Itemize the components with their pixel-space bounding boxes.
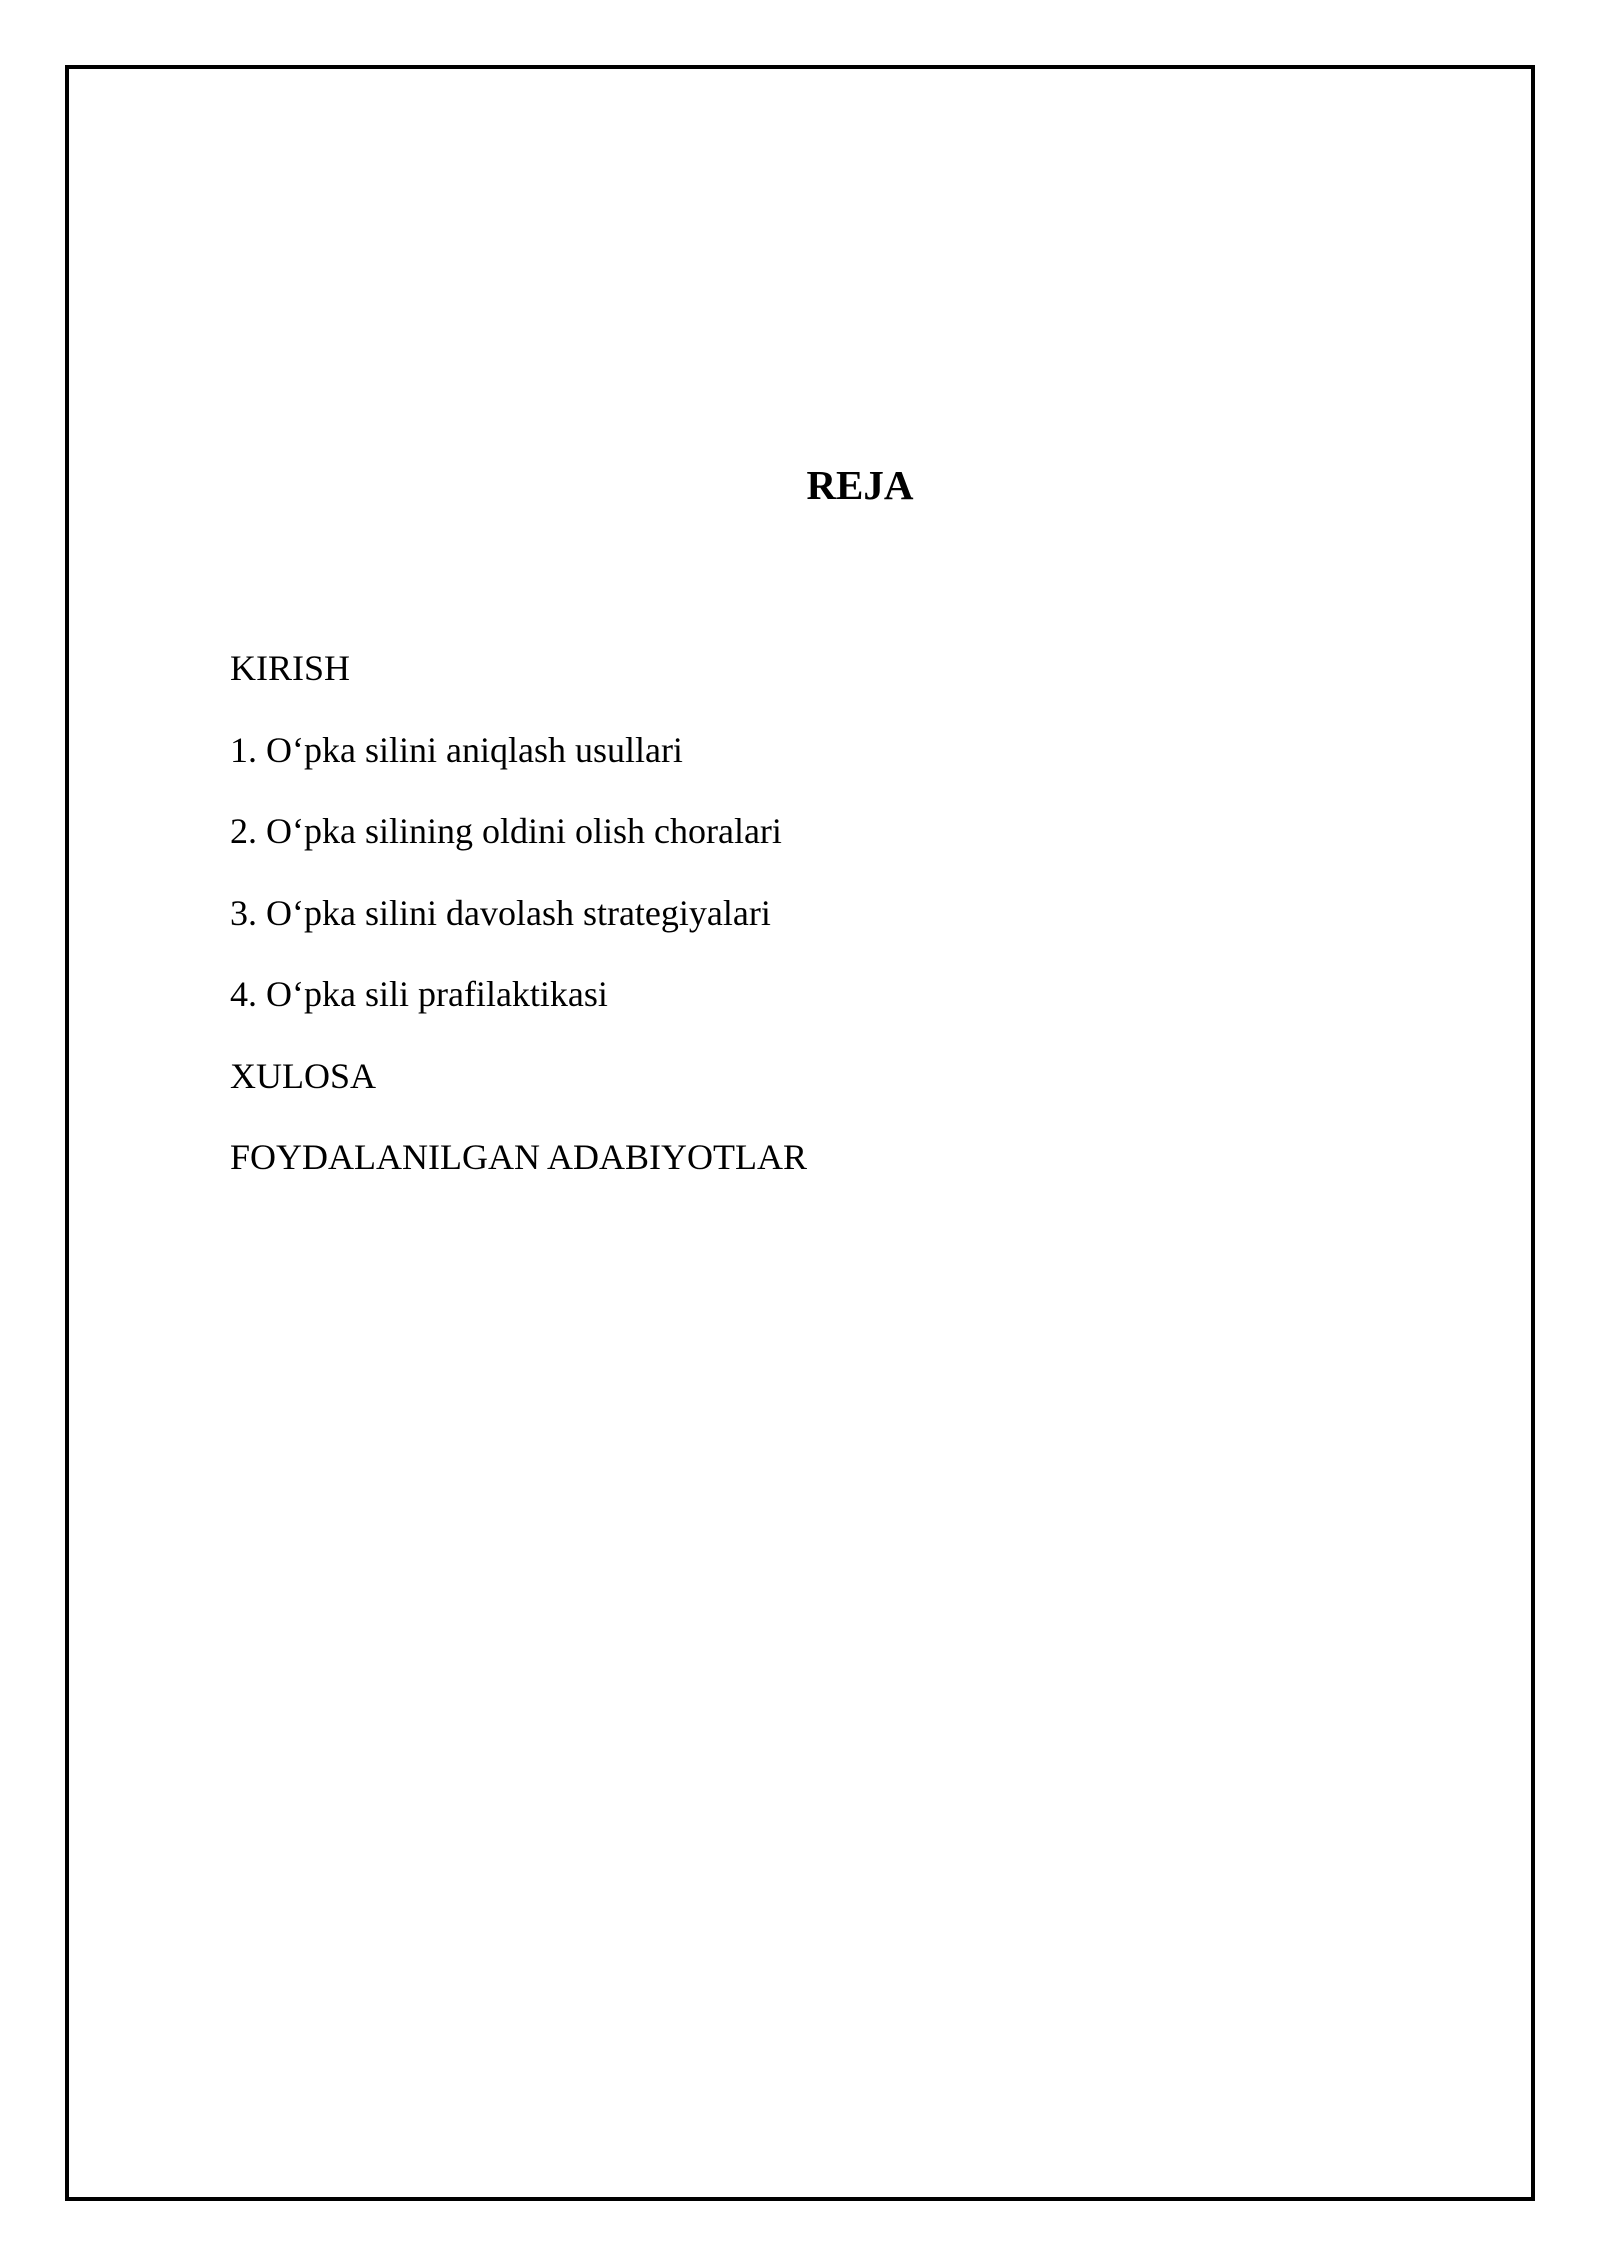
toc-item-2: 2. O‘pka silining oldini olish choralari bbox=[230, 811, 782, 851]
toc-item-conclusion: XULOSA bbox=[230, 1055, 377, 1096]
toc-item-3: 3. O‘pka silini davolash strategiyalari bbox=[230, 892, 771, 933]
page-title: REJA bbox=[806, 462, 914, 508]
table-of-contents bbox=[230, 638, 807, 1209]
toc-item-4: 4. O‘pka sili prafilaktikasi bbox=[230, 974, 608, 1014]
toc-item-references: FOYDALANILGAN ADABIYOTLAR bbox=[230, 1137, 807, 1177]
toc-item-1: 1. O‘pka silini aniqlash usullari bbox=[230, 729, 683, 770]
toc-item-intro: KIRISH bbox=[230, 648, 351, 688]
